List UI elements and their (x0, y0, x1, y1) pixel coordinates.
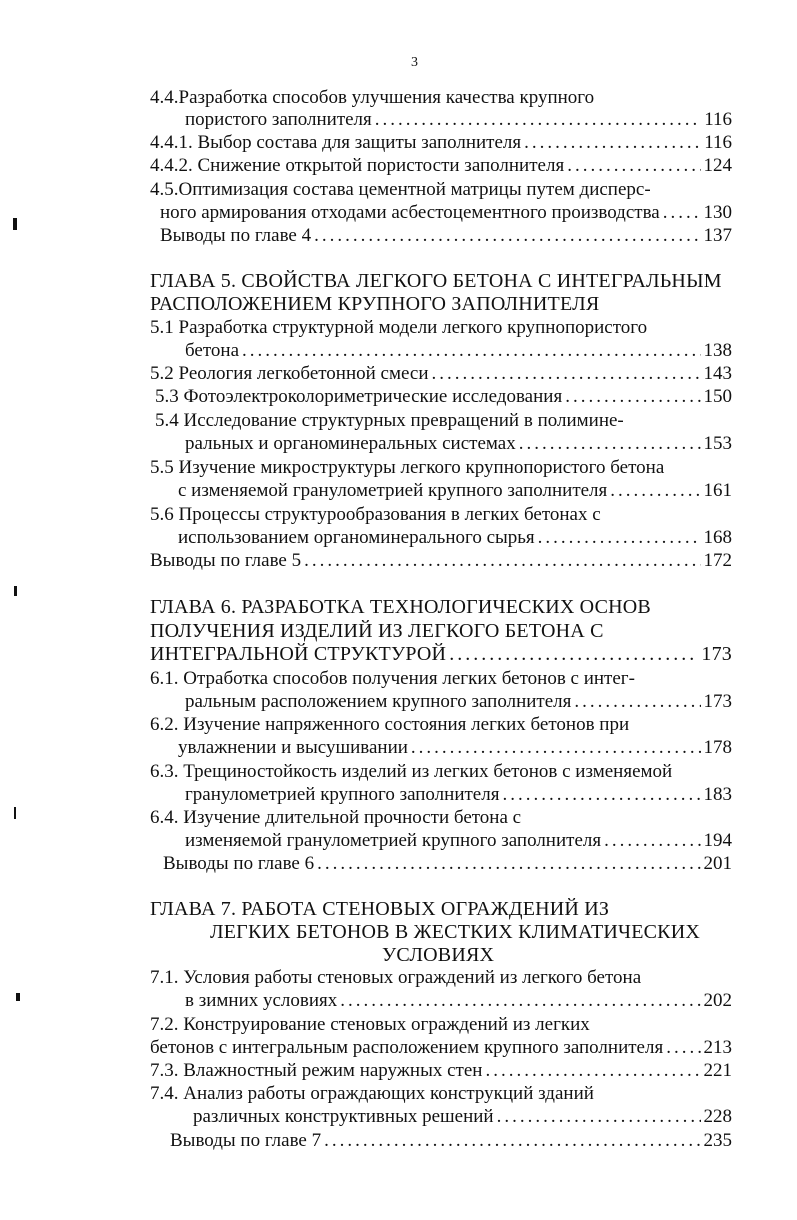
toc-conclusions-4 (160, 224, 732, 248)
toc-row (185, 783, 732, 807)
heading-line: ГЛАВА 6. РАЗРАБОТКА ТЕХНОЛОГИЧЕСКИХ ОСНОВ (150, 596, 651, 618)
leader-dots (497, 1105, 701, 1129)
toc-page: 202 (703, 990, 732, 1011)
toc-page: 137 (703, 225, 732, 246)
leader-dots (565, 385, 700, 409)
leader-dots (524, 131, 701, 155)
margin-mark (16, 993, 20, 1001)
toc-page: 173 (703, 691, 732, 712)
toc-row (193, 1105, 732, 1129)
toc-text: 5.1 Разработка структурной модели легкого крупнопористого (150, 317, 648, 338)
toc-conclusions-5 (150, 549, 732, 573)
leader-dots (375, 108, 701, 132)
toc-page: 168 (703, 527, 732, 548)
toc-row (185, 829, 732, 853)
leader-dots (538, 526, 701, 550)
toc-row (185, 432, 732, 456)
toc-page: 173 (701, 643, 732, 665)
toc-text: в зимних условиях (185, 990, 338, 1011)
heading-line: РАСПОЛОЖЕНИЕМ КРУПНОГО ЗАПОЛНИТЕЛЯ (150, 293, 600, 315)
toc-row (178, 526, 732, 550)
toc-row (150, 1036, 732, 1060)
toc-entry-4-4-2 (150, 154, 732, 178)
toc-row (185, 989, 732, 1013)
toc-text: Выводы по главе 7 (170, 1130, 322, 1151)
toc-text: 7.2. Конструирование стеновых ограждений из легких (150, 1014, 590, 1035)
toc-text: 5.6 Процессы структурообразования в легких бетонах с (150, 504, 601, 525)
leader-dots (610, 479, 700, 503)
toc-conclusions-7 (170, 1129, 732, 1153)
leader-dots (663, 201, 701, 225)
heading-line (150, 642, 732, 666)
leader-dots (567, 154, 700, 178)
toc-text: ИНТЕГРАЛЬНОЙ СТРУКТУРОЙ (150, 643, 447, 665)
toc-text: 7.1. Условия работы стеновых ограждений из легкого бетона (150, 967, 642, 988)
toc-page: 138 (703, 340, 732, 361)
toc-text: 7.3. Влажностный режим наружных стен (150, 1060, 483, 1081)
leader-dots (432, 362, 701, 386)
toc-text: изменяемой гранулометрией крупного заполнителя (185, 830, 602, 851)
margin-mark (14, 586, 17, 596)
toc-page: 213 (703, 1037, 732, 1058)
toc-page: 178 (703, 737, 732, 758)
toc-page: 235 (703, 1130, 732, 1151)
toc-page: 183 (703, 784, 732, 805)
toc-text: Выводы по главе 6 (163, 853, 315, 874)
leader-dots (604, 829, 700, 853)
toc-text: пористого заполнителя (185, 109, 372, 130)
toc-page: 124 (703, 155, 732, 176)
toc-page: 161 (703, 480, 732, 501)
toc-row (178, 736, 732, 760)
leader-dots (519, 432, 701, 456)
toc-text: 4.4.2. Снижение открытой пористости заполнителя (150, 155, 565, 176)
toc-text: различных конструктивных решений (193, 1106, 494, 1127)
leader-dots (411, 736, 701, 760)
toc-text: 6.2. Изучение напряженного состояния легких бетонов при (150, 714, 630, 735)
toc-page: 172 (703, 550, 732, 571)
toc-page: 153 (703, 433, 732, 454)
toc-text: Выводы по главе 5 (150, 550, 302, 571)
toc-page: 130 (703, 202, 732, 223)
leader-dots (314, 224, 700, 248)
leader-dots (574, 690, 700, 714)
toc-text: ного армирования отходами асбестоцементного производства (160, 202, 660, 223)
toc-page: 150 (703, 386, 732, 407)
heading-line: ГЛАВА 5. СВОЙСТВА ЛЕГКОГО БЕТОНА С ИНТЕГРАЛЬНЫМ (150, 270, 722, 292)
margin-mark (13, 218, 17, 230)
toc-entry-5-3 (155, 385, 732, 409)
toc-text: 7.4. Анализ работы ограждающих конструкций зданий (150, 1083, 594, 1104)
toc-text: 4.4.Разработка способов улучшения качества крупного (150, 87, 595, 108)
toc-row (160, 201, 732, 225)
toc-row (185, 108, 732, 132)
toc-page: 221 (703, 1060, 732, 1081)
leader-dots (340, 989, 700, 1013)
toc-text: увлажнении и высушивании (178, 737, 408, 758)
heading-line: ЛЕГКИХ БЕТОНОВ В ЖЕСТКИХ КЛИМАТИЧЕСКИХ (210, 921, 701, 943)
leader-dots (502, 783, 700, 807)
toc-page: 116 (704, 132, 732, 153)
leader-dots (485, 1059, 700, 1083)
page-number: 3 (411, 55, 418, 70)
toc-text: 6.1. Отработка способов получения легких бетонов с интег- (150, 668, 635, 689)
toc-text: 4.4.1. Выбор состава для защиты заполнителя (150, 132, 522, 153)
toc-text: 6.3. Трещиностойкость изделий из легких бетонов с изменяемой (150, 761, 673, 782)
toc-row (185, 339, 732, 363)
heading-line: УСЛОВИЯХ (382, 944, 495, 966)
toc-conclusions-6 (163, 852, 732, 876)
toc-text: гранулометрией крупного заполнителя (185, 784, 500, 805)
toc-entry-5-2 (150, 362, 732, 386)
leader-dots (666, 1036, 700, 1060)
margin-mark (14, 807, 16, 819)
leader-dots (324, 1129, 700, 1153)
toc-text: 5.3 Фотоэлектроколориметрические исследования (155, 386, 563, 407)
toc-entry-4-4-1 (150, 131, 732, 155)
toc-row (185, 690, 732, 714)
heading-line: ГЛАВА 7. РАБОТА СТЕНОВЫХ ОГРАЖДЕНИЙ ИЗ (150, 898, 610, 920)
heading-line: ПОЛУЧЕНИЯ ИЗДЕЛИЙ ИЗ ЛЕГКОГО БЕТОНА С (150, 620, 604, 642)
toc-text: 5.4 Исследование структурных превращений в полимине- (155, 410, 624, 431)
leader-dots (317, 852, 700, 876)
toc-text: с изменяемой гранулометрией крупного заполнителя (178, 480, 608, 501)
toc-text: бетона (185, 340, 240, 361)
toc-text: ральным расположением крупного заполнителя (185, 691, 572, 712)
toc-entry-7-3 (150, 1059, 732, 1083)
toc-row (178, 479, 732, 503)
toc-page: 228 (703, 1106, 732, 1127)
toc-text: 5.2 Реология легкобетонной смеси (150, 363, 429, 384)
toc-text: 6.4. Изучение длительной прочности бетона с (150, 807, 522, 828)
toc-page: 194 (703, 830, 732, 851)
toc-page: 201 (703, 853, 732, 874)
leader-dots (304, 549, 700, 573)
toc-text: 5.5 Изучение микроструктуры легкого крупнопористого бетона (150, 457, 665, 478)
toc-page: 116 (704, 109, 732, 130)
toc-text: Выводы по главе 4 (160, 225, 312, 246)
leader-dots (242, 339, 700, 363)
toc-text: ральных и органоминеральных системах (185, 433, 516, 454)
toc-page: 143 (703, 363, 732, 384)
leader-dots (449, 642, 698, 666)
toc-text: бетонов с интегральным расположением крупного заполнителя (150, 1037, 664, 1058)
toc-text: использованием органоминерального сырья (178, 527, 535, 548)
toc-text: 4.5.Оптимизация состава цементной матрицы путем дисперс- (150, 179, 651, 200)
